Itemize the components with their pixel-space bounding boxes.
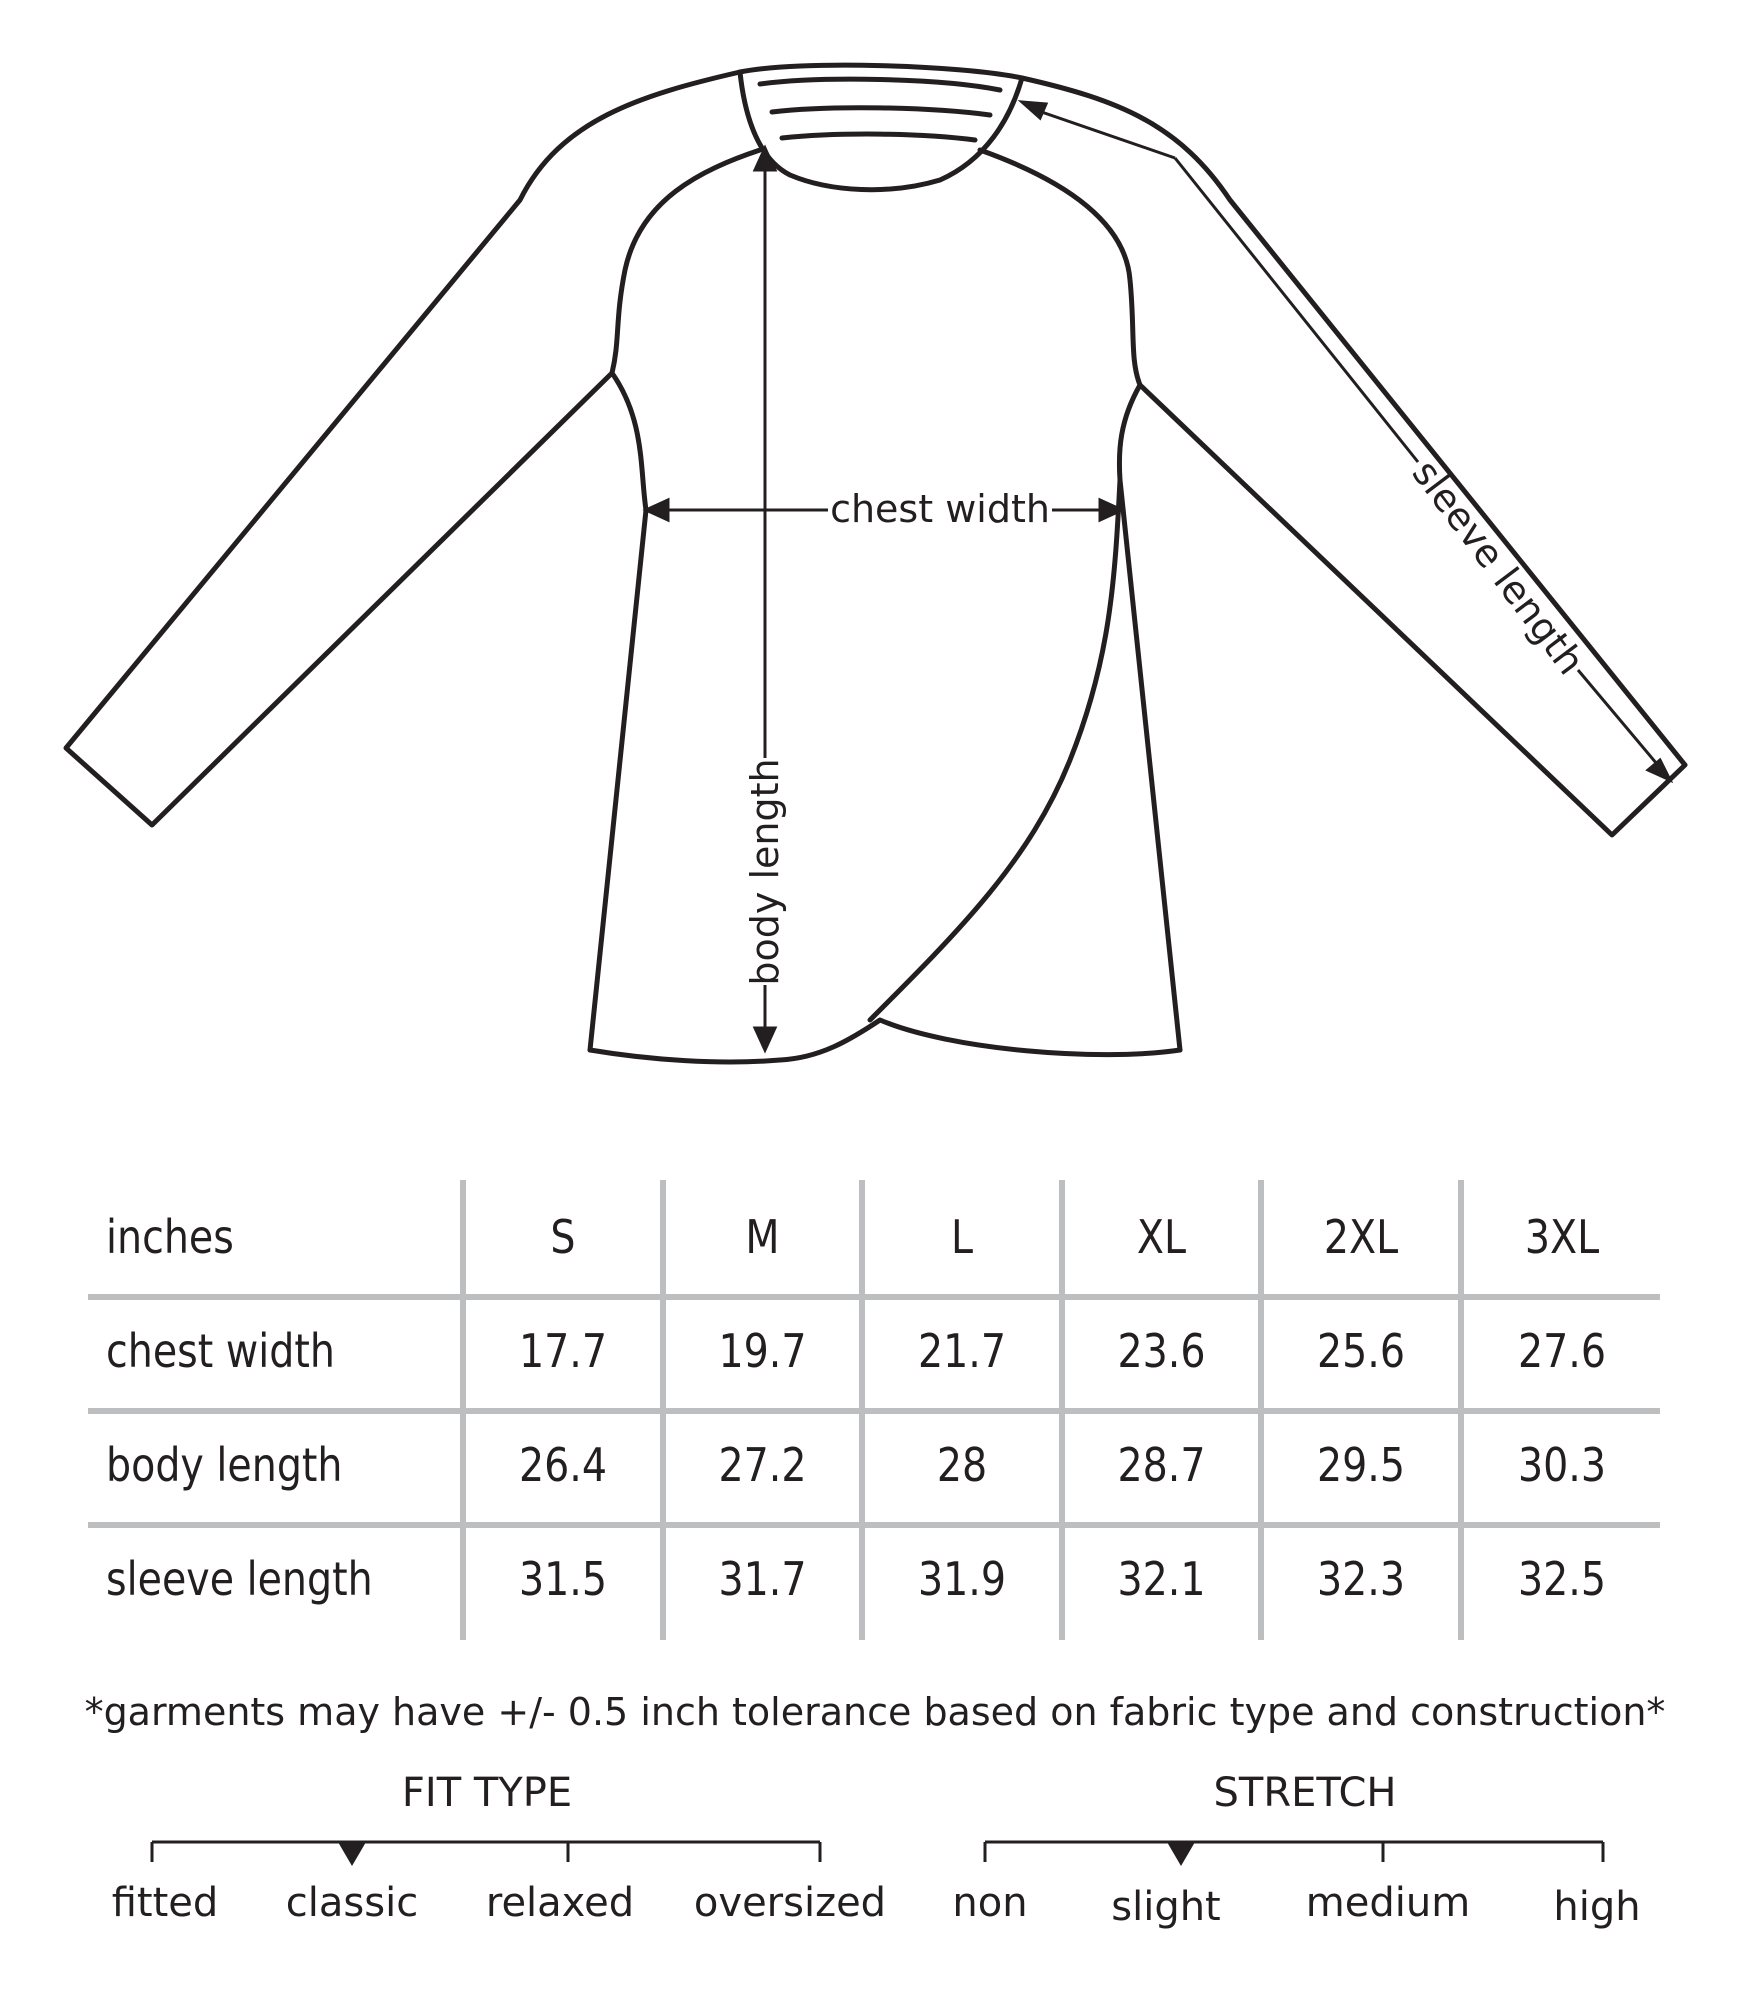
right-raglan <box>980 150 1180 1050</box>
chest-width-label: chest width <box>830 487 1050 531</box>
fit-option-oversized: oversized <box>693 1880 887 1926</box>
table-cell: 21.7 <box>917 1324 1007 1378</box>
table-row <box>88 1522 1660 1636</box>
table-cell: 28.7 <box>1117 1438 1206 1492</box>
table-cell: 32.3 <box>1316 1552 1406 1606</box>
row-label: body length <box>106 1438 343 1492</box>
table-cell: 28 <box>936 1438 988 1492</box>
size-header: S <box>550 1210 576 1264</box>
stretch-option-medium: medium <box>1305 1880 1471 1926</box>
row-label: chest width <box>106 1324 335 1378</box>
fit-type-indicator <box>338 1842 366 1866</box>
table-cell: 31.9 <box>917 1552 1007 1606</box>
table-cell: 27.6 <box>1517 1324 1607 1378</box>
table-cell: 32.1 <box>1117 1552 1206 1606</box>
row-label: sleeve length <box>106 1552 373 1606</box>
size-table <box>88 1180 1660 1640</box>
stretch-option-slight: slight <box>1111 1884 1221 1930</box>
table-cell: 19.7 <box>718 1324 807 1378</box>
collar-inner <box>760 79 1000 90</box>
table-cell: 30.3 <box>1517 1438 1607 1492</box>
table-cell: 26.4 <box>518 1438 608 1492</box>
table-cell: 31.7 <box>718 1552 807 1606</box>
table-header-row <box>88 1180 1660 1294</box>
table-cell: 31.5 <box>518 1552 608 1606</box>
stretch-scale <box>975 1830 1635 1870</box>
stretch-option-non: non <box>952 1880 1028 1926</box>
fit-option-fitted: fitted <box>111 1880 219 1926</box>
size-header: 3XL <box>1524 1210 1600 1264</box>
size-header: 2XL <box>1323 1210 1399 1264</box>
body-length-label: body length <box>743 758 787 986</box>
table-cell: 17.7 <box>518 1324 608 1378</box>
table-cell: 25.6 <box>1316 1324 1406 1378</box>
tolerance-note: *garments may have +/- 0.5 inch tolerance based on fabric type and construction* <box>84 1690 1666 1734</box>
wrap-front <box>870 480 1120 1020</box>
unit-header: inches <box>106 1210 234 1264</box>
size-header: XL <box>1136 1210 1187 1264</box>
fit-option-relaxed: relaxed <box>485 1880 635 1926</box>
size-header: M <box>745 1210 780 1264</box>
fit-type-scale <box>140 1830 840 1870</box>
fit-option-classic: classic <box>285 1880 419 1926</box>
stretch-title: STRETCH <box>1213 1770 1397 1816</box>
stretch-indicator <box>1167 1842 1195 1866</box>
stretch-option-high: high <box>1553 1884 1641 1930</box>
table-cell: 29.5 <box>1316 1438 1406 1492</box>
fit-type-title: FIT TYPE <box>401 1770 573 1816</box>
table-row <box>88 1408 1660 1522</box>
table-cell: 23.6 <box>1117 1324 1206 1378</box>
table-cell: 32.5 <box>1517 1552 1607 1606</box>
sleeve-length-label: sleeve length <box>1403 451 1594 683</box>
table-row <box>88 1294 1660 1408</box>
left-raglan <box>590 150 760 1050</box>
size-header: L <box>950 1210 974 1264</box>
table-cell: 27.2 <box>718 1438 807 1492</box>
hem <box>590 1020 1180 1062</box>
